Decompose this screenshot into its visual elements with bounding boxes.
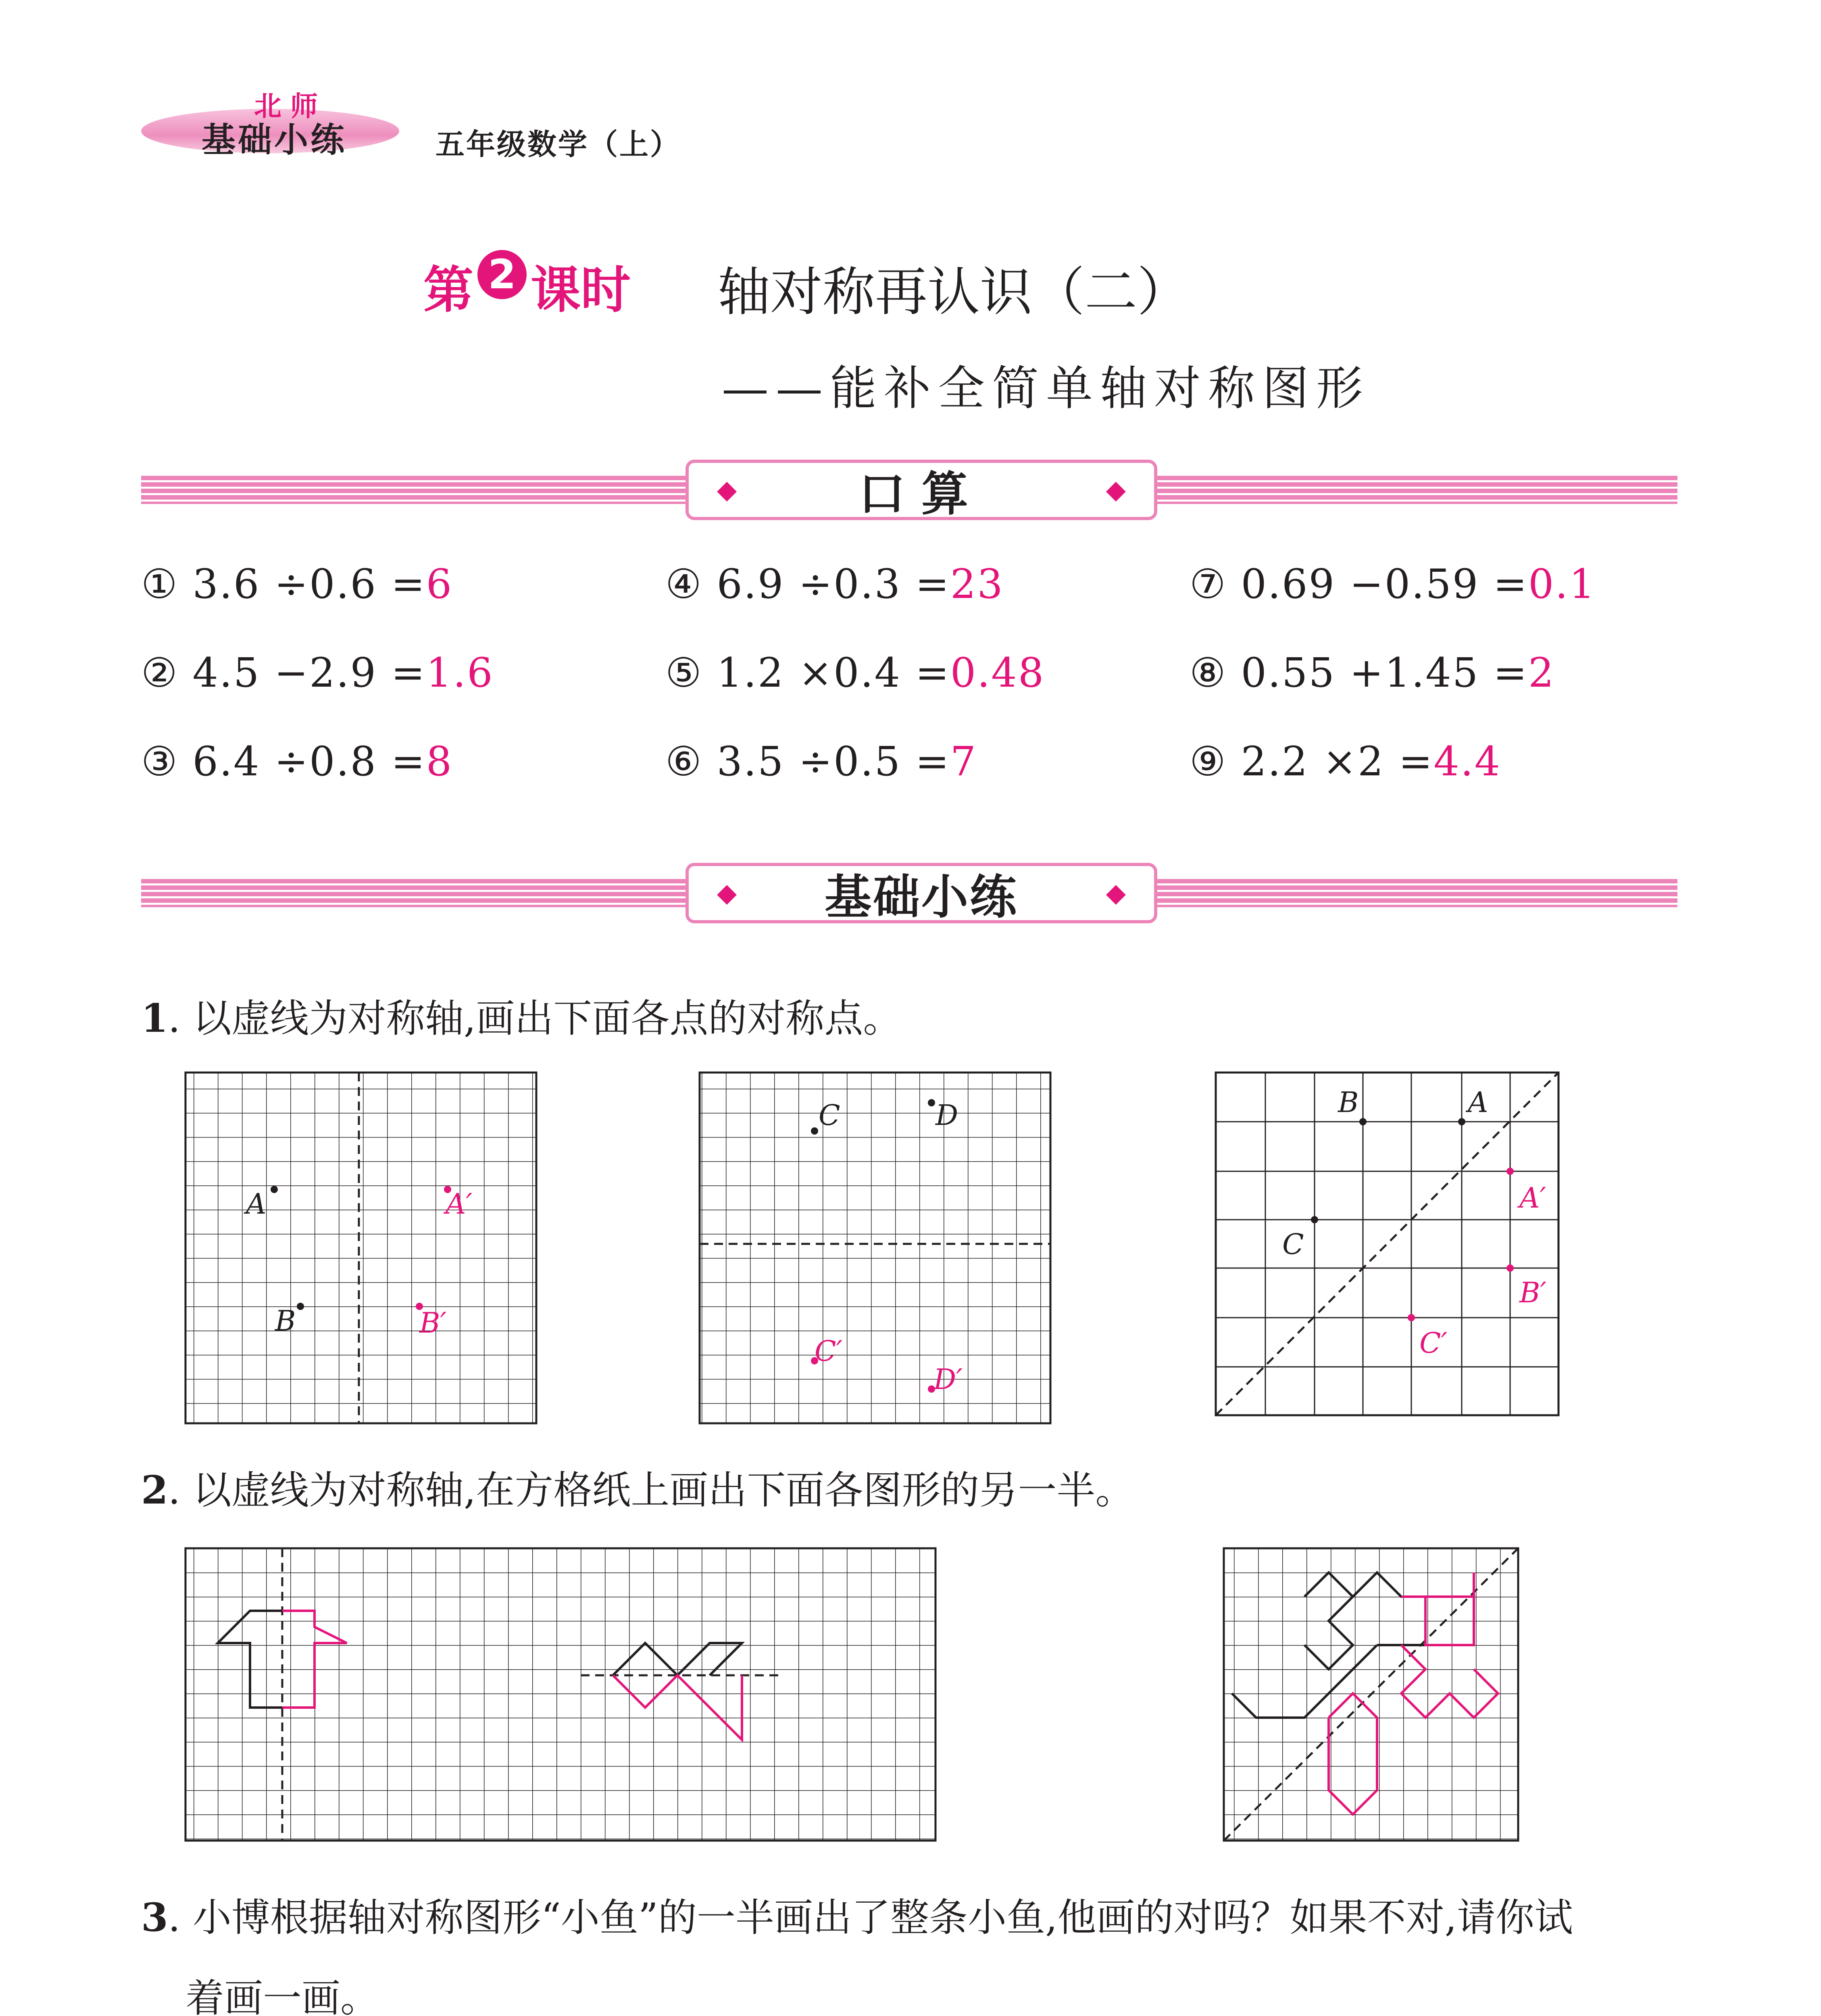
section-title-basic: 基础小练 — [825, 870, 1018, 925]
point-B — [297, 1303, 304, 1310]
oral-item: ② 4.5 −2.9 =1.6 — [141, 649, 494, 696]
question-3: 3. 小博根据轴对称图形“小鱼”的一半画出了整条小鱼,他画的对吗？如果不对,请你试 — [141, 1895, 1573, 1940]
lesson-prefix-a: 第 — [423, 261, 474, 319]
point-A — [271, 1186, 278, 1193]
diamond-icon: ◆ — [1106, 878, 1126, 908]
oral-item: ④ 6.9 ÷0.3 =23 — [665, 560, 1004, 608]
oral-answer: 6 — [426, 560, 453, 608]
diamond-icon: ◆ — [717, 878, 737, 908]
label-B: B — [1338, 1086, 1359, 1119]
section-title-oral: 口算 — [858, 467, 984, 521]
label-C: C — [1282, 1228, 1304, 1261]
oral-answer: 23 — [950, 560, 1004, 608]
point-B — [1359, 1118, 1367, 1125]
oral-item: ⑨ 2.2 ×2 =4.4 — [1190, 738, 1502, 785]
q2-grid-right — [1224, 1548, 1518, 1841]
diamond-icon: ◆ — [1106, 475, 1126, 505]
oral-answer: 8 — [426, 738, 453, 785]
label-A-prime: A′ — [1519, 1181, 1546, 1214]
label-C: C — [819, 1099, 840, 1132]
q1-grid-3 — [1216, 1073, 1558, 1415]
label-D-prime: D′ — [933, 1363, 963, 1396]
oral-item: ⑤ 1.2 ×0.4 =0.48 — [665, 649, 1045, 696]
label-D: D — [936, 1099, 958, 1132]
oral-answer: 1.6 — [426, 649, 494, 696]
label-A-prime: A′ — [446, 1187, 473, 1220]
question-1: 1. 以虚线为对称轴,画出下面各点的对称点。 — [141, 996, 902, 1041]
lesson-prefix-b: 课时 — [531, 261, 631, 319]
oral-answer: 0.48 — [950, 649, 1045, 696]
lesson-subtitle: ——能补全简单轴对称图形 — [722, 361, 1370, 416]
point-B-prime — [1506, 1264, 1514, 1272]
question-2: 2. 以虚线为对称轴,在方格纸上画出下面各图形的另一半。 — [141, 1467, 1134, 1513]
lesson-number-badge: 2 — [477, 250, 527, 299]
q1-grid-1 — [185, 1073, 536, 1423]
oral-item: ⑦ 0.69 −0.59 =0.1 — [1190, 560, 1596, 608]
q1-grid-2 — [700, 1073, 1050, 1423]
point-C — [811, 1127, 818, 1135]
label-C-prime: C′ — [815, 1335, 843, 1368]
oral-item: ③ 6.4 ÷0.8 =8 — [141, 738, 453, 785]
point-C — [1311, 1216, 1318, 1223]
question-3-line-2: 着画一画。 — [185, 1976, 379, 2016]
brand-top-text: 北师 — [254, 91, 327, 123]
point-C-prime — [1408, 1314, 1415, 1321]
oral-item: ① 3.6 ÷0.6 =6 — [141, 560, 453, 608]
label-B-prime: B′ — [1519, 1276, 1547, 1309]
oral-item: ⑥ 3.5 ÷0.5 =7 — [665, 738, 977, 785]
oral-answer: 2 — [1528, 649, 1555, 696]
oral-answer: 4.4 — [1433, 738, 1502, 785]
oral-item: ⑧ 0.55 +1.45 =2 — [1190, 649, 1555, 696]
label-A: A — [1468, 1086, 1488, 1119]
diamond-icon: ◆ — [717, 475, 737, 505]
label-B: B — [275, 1304, 296, 1337]
point-D — [928, 1099, 935, 1106]
point-A-prime — [1506, 1168, 1514, 1175]
label-B-prime: B′ — [419, 1306, 447, 1339]
label-A: A — [246, 1187, 267, 1220]
point-A — [1458, 1118, 1465, 1125]
oral-answer: 7 — [950, 738, 977, 785]
brand-main-text: 基础小练 — [202, 120, 347, 160]
q2-grid-left — [185, 1548, 936, 1841]
lesson-title: 轴对称再认识（二） — [718, 261, 1190, 323]
oral-answer: 0.1 — [1528, 560, 1596, 608]
grade-label: 五年级数学（上） — [435, 127, 681, 161]
label-C-prime: C′ — [1419, 1327, 1448, 1360]
